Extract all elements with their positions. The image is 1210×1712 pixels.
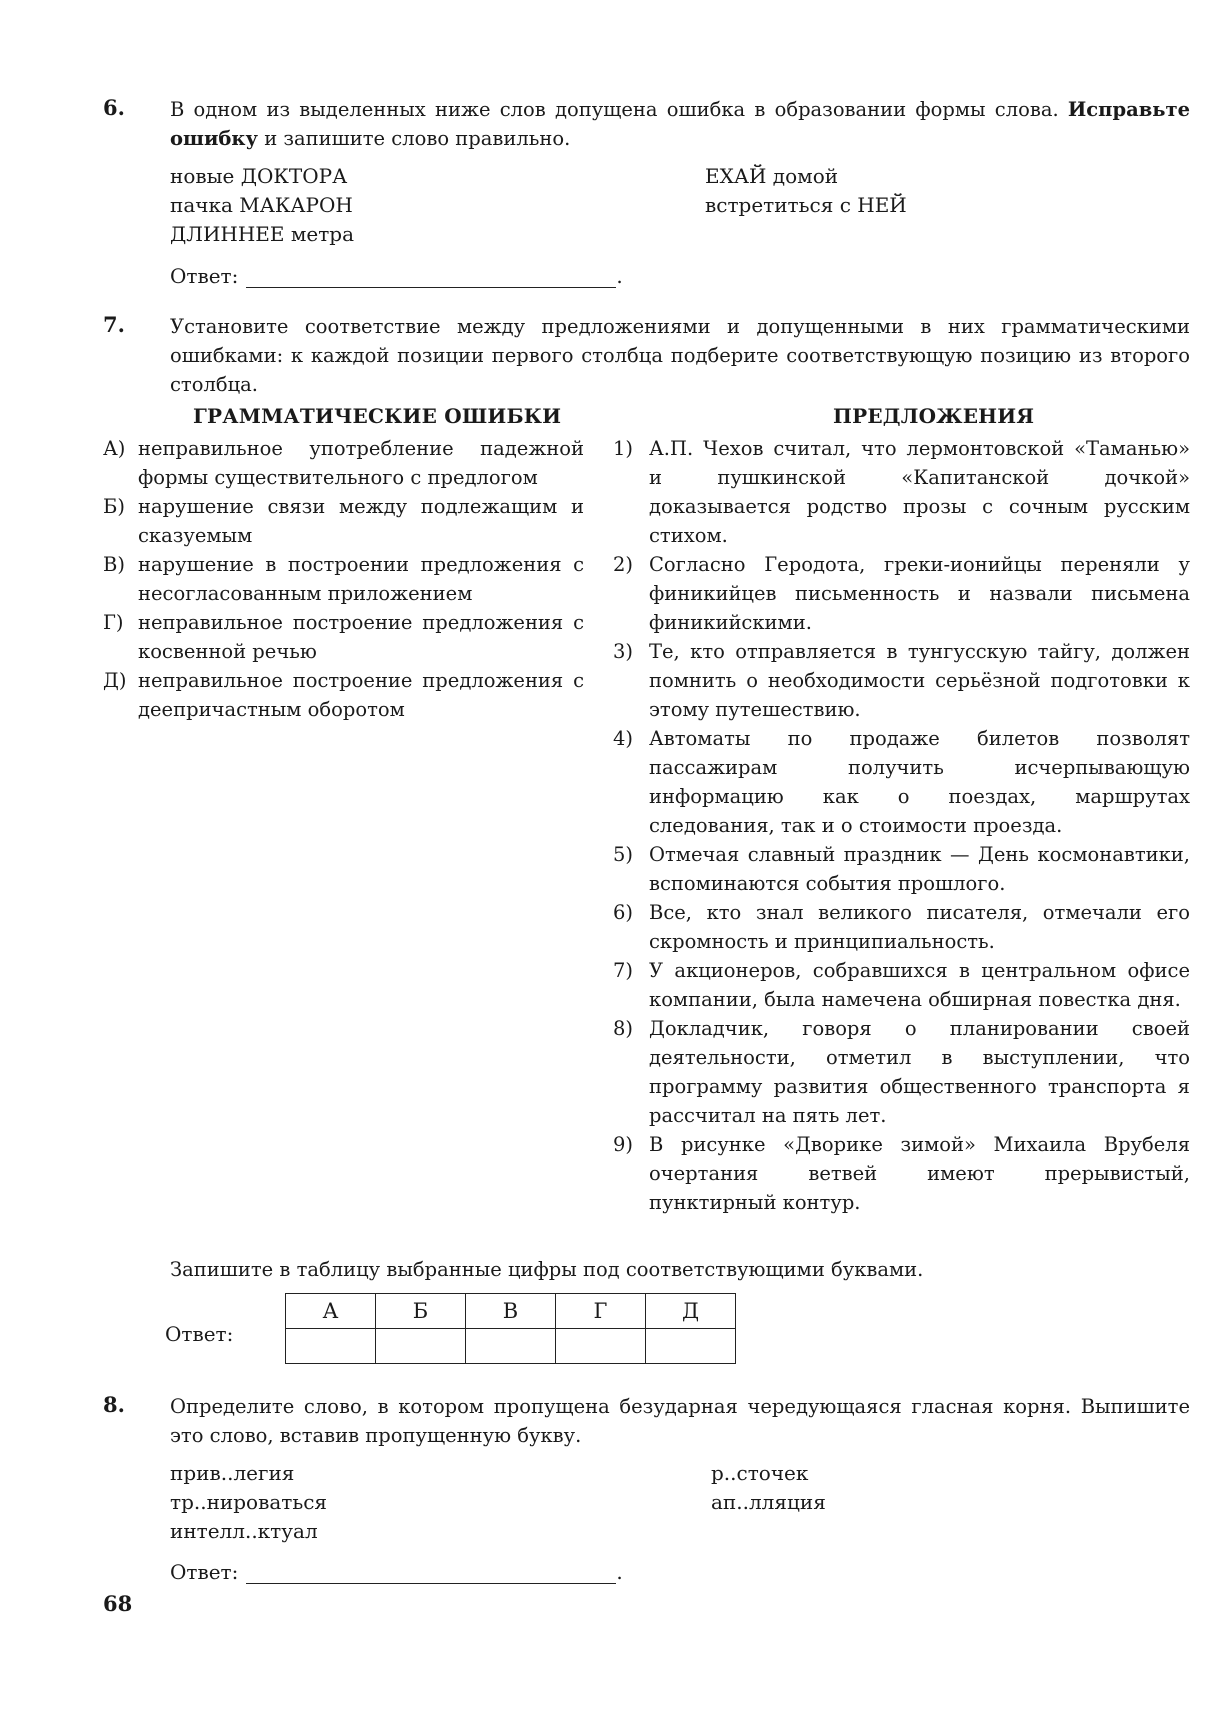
- answer-cell[interactable]: [556, 1329, 646, 1364]
- table-header-cell: А: [286, 1294, 376, 1329]
- list-item: Д) неправильное построение предложения с деепричастным оборотом: [103, 669, 584, 721]
- answer-cell[interactable]: [286, 1329, 376, 1364]
- errors-heading: ГРАММАТИЧЕСКИЕ ОШИБКИ: [193, 404, 562, 428]
- task-statement: Установите соответствие между предложениями и допущенными в них грамматическими ошибками: к каждой позиции первого столбца подберите соответствующую позицию из второго столбца.: [170, 315, 1190, 396]
- answer-end: .: [616, 1560, 623, 1584]
- answer-label: Ответ:: [170, 264, 239, 288]
- task-number: 8.: [103, 1392, 125, 1417]
- table-header-cell: Б: [376, 1294, 466, 1329]
- table-header-cell: Д: [646, 1294, 736, 1329]
- sentences-list: [613, 434, 1190, 1217]
- table-answer-row: [286, 1329, 736, 1364]
- list-item: 4) Автоматы по продаже билетов позволят пассажирам получить исчерпывающую информацию как о поездах, маршрутах следования, так и о стоимости проезда.: [613, 727, 1190, 837]
- list-item: 6) Все, кто знал великого писателя, отмечали его скромность и принципиальность.: [613, 901, 1190, 953]
- list-item: В) нарушение в построении предложения с несогласованным приложением: [103, 553, 584, 605]
- word-option: ап..лляция: [711, 1490, 826, 1514]
- task-number: 6.: [103, 95, 125, 120]
- list-item: 1) А.П. Чехов считал, что лермонтовской «Таманью» и пушкинской «Капитанской дочкой» доказывается родство прозы с сочным русским стихом.: [613, 437, 1190, 547]
- table-instruction: Запишите в таблицу выбранные цифры под соответствующими буквами.: [170, 1258, 924, 1281]
- list-item: А) неправильное употребление падежной формы существительного с предлогом: [103, 437, 584, 489]
- answer-line[interactable]: [246, 265, 616, 288]
- list-item: Г) неправильное построение предложения с косвенной речью: [103, 611, 584, 663]
- task-statement: Определите слово, в котором пропущена безударная чередующаяся гласная корня. Выпишите это слово, вставив пропущенную букву.: [170, 1395, 1190, 1447]
- list-item: 9) В рисунке «Дворике зимой» Михаила Врубеля очертания ветвей имеют прерывистый, пунктирный контур.: [613, 1133, 1190, 1214]
- page-number: 68: [103, 1591, 133, 1616]
- word-option: интелл..ктуал: [170, 1519, 318, 1543]
- answer-table: [285, 1293, 736, 1364]
- word-option: ЕХАЙ домой: [705, 164, 839, 188]
- table-header-cell: Г: [556, 1294, 646, 1329]
- word-option: новые ДОКТОРА: [170, 164, 348, 188]
- table-header-row: [286, 1294, 736, 1329]
- answer-field[interactable]: [170, 1560, 623, 1584]
- answer-end: .: [616, 264, 623, 288]
- task-number: 7.: [103, 312, 125, 337]
- list-item: Б) нарушение связи между подлежащим и сказуемым: [103, 495, 584, 547]
- answer-cell[interactable]: [646, 1329, 736, 1364]
- task-statement: В одном из выделенных ниже слов допущена ошибка в образовании формы слова. Исправьте ошибку и запишите слово правильно.: [170, 98, 1190, 150]
- word-option: пачка МАКАРОН: [170, 193, 353, 217]
- answer-cell[interactable]: [376, 1329, 466, 1364]
- word-option: ДЛИННЕЕ метра: [170, 222, 355, 246]
- errors-list: [103, 434, 584, 724]
- list-item: 8) Докладчик, говоря о планировании своей деятельности, отметил в выступлении, что программу развития общественного транспорта я рассчитал на пять лет.: [613, 1017, 1190, 1127]
- list-item: 2) Согласно Геродота, греки-ионийцы переняли у финикийцев письменность и назвали письмена финикийскими.: [613, 553, 1190, 634]
- word-option: р..сточек: [711, 1461, 809, 1485]
- list-item: 7) У акционеров, собравшихся в центральном офисе компании, была намечена обширная повестка дня.: [613, 959, 1190, 1011]
- word-option: прив..легия: [170, 1461, 295, 1485]
- list-item: 5) Отмечая славный праздник — День космонавтики, вспоминаются события прошлого.: [613, 843, 1190, 895]
- answer-label: Ответ:: [165, 1322, 234, 1346]
- answer-field[interactable]: [170, 264, 623, 288]
- list-item: 3) Те, кто отправляется в тунгусскую тайгу, должен помнить о необходимости серьёзной подготовки к этому путешествию.: [613, 640, 1190, 721]
- word-option: тр..нироваться: [170, 1490, 328, 1514]
- word-option: встретиться с НЕЙ: [705, 193, 907, 217]
- answer-cell[interactable]: [466, 1329, 556, 1364]
- answer-line[interactable]: [246, 1561, 616, 1584]
- sentences-heading: ПРЕДЛОЖЕНИЯ: [833, 404, 1035, 428]
- answer-label: Ответ:: [170, 1560, 239, 1584]
- table-header-cell: В: [466, 1294, 556, 1329]
